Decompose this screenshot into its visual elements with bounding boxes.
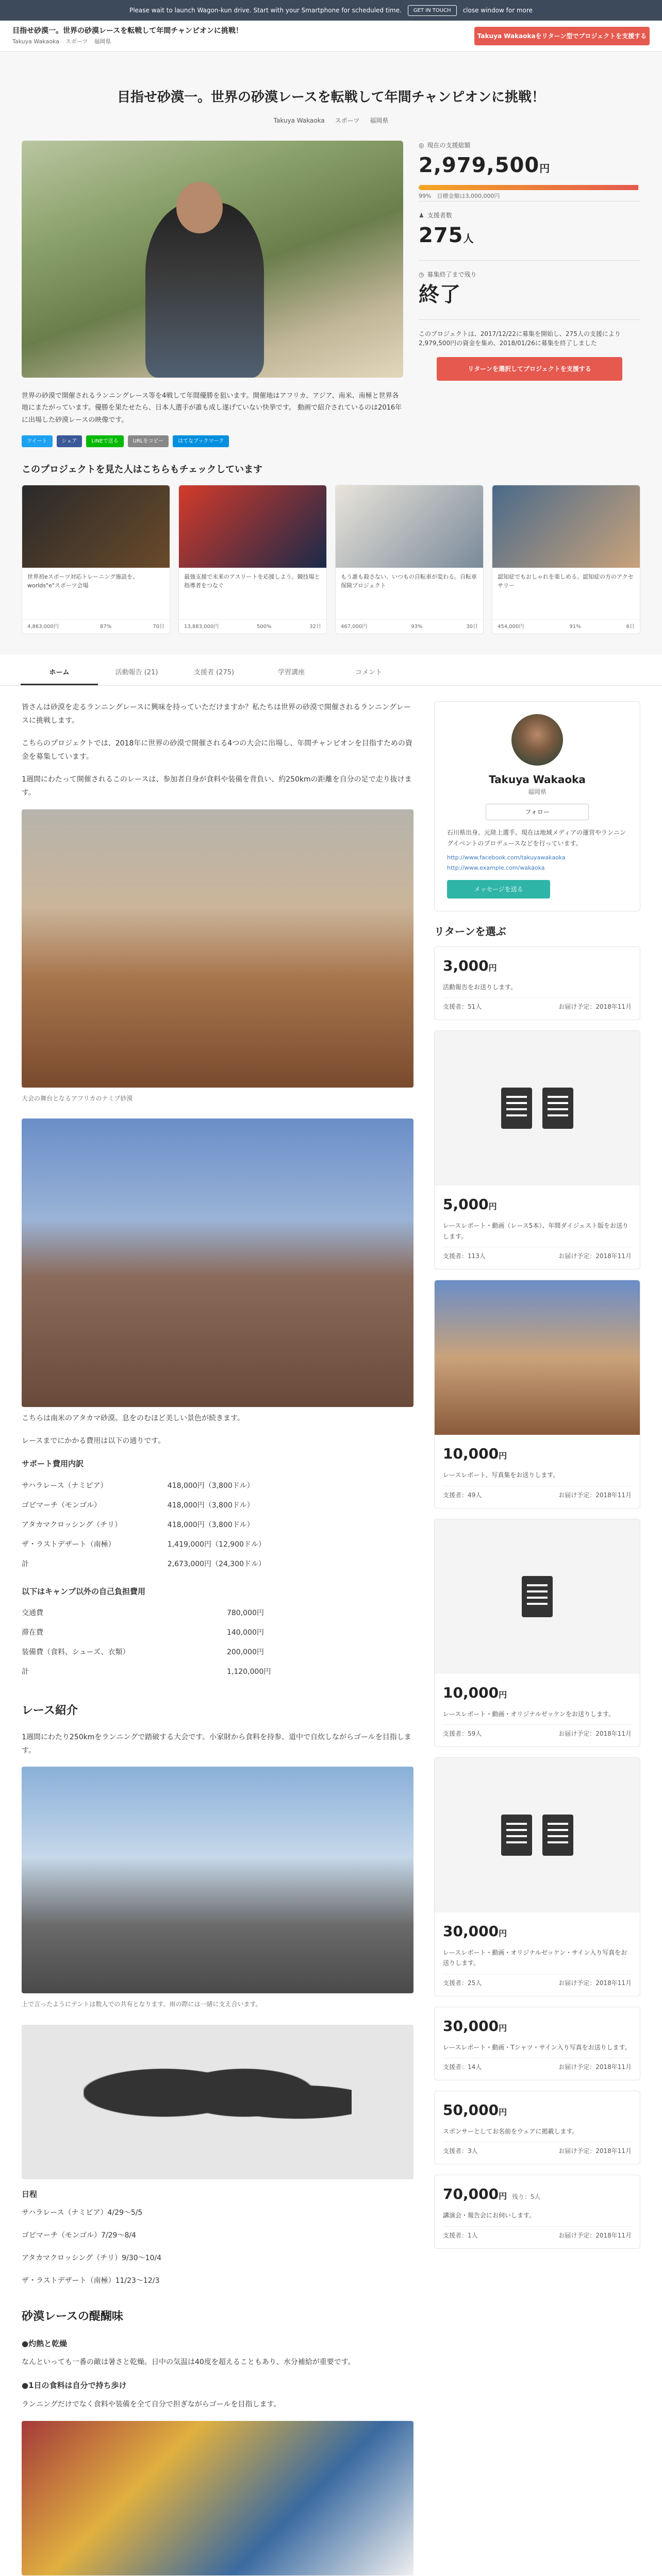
document-icon <box>542 1088 573 1129</box>
return-price: 70,000円 残り：5人 <box>443 2185 541 2203</box>
support-button[interactable]: リターンを選択してプロジェクトを支援する <box>437 357 622 381</box>
document-icon <box>501 1815 532 1856</box>
return-card[interactable]: 50,000円 スポンサーとしてお名前をウェアに掲載します。 支援者：3人 お届け予定：2018年11月 <box>434 2091 640 2164</box>
recommend-section <box>22 463 640 634</box>
cost2-table: 交通費 780,000円 滞在費 140,000円 装備費（食料、シューズ、衣類） 200,000円 計 1,120,000円 <box>22 1609 271 1676</box>
profile-link[interactable]: http://www.facebook.com/takuyawakaoka <box>447 854 566 861</box>
returns-title: リターンを選ぶ <box>434 925 506 938</box>
recommend-card[interactable]: 最強支援で未来のアスリートを応援しよう。競技場と指導者をつなぐ 13,883,000円 500% 32日 <box>178 485 327 634</box>
return-card[interactable]: 10,000円 レースレポート、写真集をお送りします。 支援者：49人 お届け予定：2018年11月 <box>434 1280 640 1508</box>
coin-icon: ◎ <box>419 142 424 149</box>
recommend-title: このプロジェクトを見た人はこちらもチェックしています <box>22 464 263 476</box>
category-link[interactable]: スポーツ <box>335 117 360 124</box>
return-card[interactable]: 10,000円 レースレポート・動画・オリジナルゼッケンをお送りします。 支援者：59人 お届け予定：2018年11月 <box>434 1519 640 1747</box>
return-price: 10,000円 <box>443 1445 507 1463</box>
atacama-image <box>22 1118 413 1407</box>
sticky-support-button[interactable]: Takuya Wakaokaをリターン型でプロジェクトを支援する <box>474 27 650 45</box>
return-card[interactable]: 30,000円 レースレポート・動画・オリジナルゼッケン・サイン入り写真をお送りします。 支援者：25人 お届け予定：2018年11月 <box>434 1757 640 1996</box>
message-button[interactable]: メッセージを送る <box>447 880 550 899</box>
notice-suffix: close window for more <box>462 7 533 14</box>
sticky-region[interactable]: 福岡県 <box>94 38 111 45</box>
paragraph: なんといっても一番の敵は暑さと乾燥。日中の気温は40度を超えることもあり、水分補給が重要です。 <box>22 2358 355 2367</box>
world-map-image <box>22 2025 413 2179</box>
backers-value: 275人 <box>419 223 474 247</box>
notice-text: Please wait to launch Wagon-kun drive. Start with your Smartphone for scheduled time. <box>129 7 402 14</box>
tab-comments[interactable]: コメント <box>355 669 382 677</box>
notice-button[interactable]: GET IN TOUCH <box>408 5 457 16</box>
hero-image[interactable] <box>22 141 403 378</box>
profile-link[interactable]: http://www.example.com/wakaoka <box>447 865 545 872</box>
profile-region: 福岡県 <box>527 788 547 796</box>
sub-heading: ●1日の食料は自分で持ち歩け <box>22 2381 127 2391</box>
paragraph: 皆さんは砂漠を走るランニングレースに興味を持っていただけますか？私たちは世界の砂漠で開催されるランニングレースに挑戦します。 <box>22 703 411 725</box>
tab-reports[interactable]: 活動報告 (21) <box>115 669 158 677</box>
hatena-button[interactable]: はてなブックマーク <box>173 435 229 447</box>
sidebar <box>434 701 640 2576</box>
sticky-header <box>0 21 662 52</box>
tweet-button[interactable]: ツイート <box>22 435 53 447</box>
person-icon: ♟ <box>419 211 424 219</box>
return-card[interactable]: 30,000円 レースレポート・動画・Tシャツ・サイン入り写真をお送りします。 支援者：14人 お届け予定：2018年11月 <box>434 2007 640 2080</box>
cost2-title: 以下はキャンプ以外の自己負担費用 <box>22 1586 146 1596</box>
region-link[interactable]: 福岡県 <box>370 117 389 124</box>
clock-icon: ◷ <box>419 270 424 278</box>
paragraph: レースまでにかかる費用は以下の通りです。 <box>22 1436 166 1445</box>
owner-link[interactable]: Takuya Wakaoka <box>273 117 325 124</box>
section-heading: レース紹介 <box>22 1704 78 1717</box>
schedule-item: サハラレース（ナミビア）4/29～5/5 <box>22 2209 143 2217</box>
caption: 大会の舞台となるアフリカのナミブ砂漠 <box>22 1094 133 1102</box>
project-title: 目指せ砂漠一。世界の砂漠レースを転戦して年間チャンピオンに挑戦！ <box>117 90 545 105</box>
profile-name[interactable]: Takuya Wakaoka <box>489 773 586 786</box>
paragraph: 1週間にわたり250kmをランニングで踏破する大会です。小家財から食料を持参、道中で自炊しながらゴールを目指します。 <box>22 1733 411 1755</box>
follow-button[interactable]: フォロー <box>486 804 589 820</box>
amount-value: 2,979,500円 <box>419 154 551 177</box>
return-card[interactable]: 3,000円 活動報告をお送りします。 支援者：51人 お届け予定：2018年11月 <box>434 946 640 1020</box>
race-runners-image <box>22 1767 413 1993</box>
profile-desc: 石川県出身。元陸上選手。現在は地域メディアの運営やランニングイベントのプロデュースなどを行っています。 <box>447 829 626 847</box>
return-remaining: 残り：5人 <box>511 2193 541 2201</box>
sticky-category[interactable]: スポーツ <box>65 38 88 45</box>
cost-title: サポート費用内訳 <box>22 1459 84 1469</box>
section-heading: 砂漠レースの醍醐味 <box>22 2310 123 2323</box>
progress-bar <box>419 185 640 190</box>
cost-table: サハラレース（ナミビア） 418,000円（3,800ドル） ゴビマーチ（モンゴル） 418,000円（3,800ドル） アタカマクロッシング（チリ） 418,000円（3,800ドル） ザ・ラストデザート（南極） 1,419,000円（12,900ドル） 計 2,673,000円（24,300ドル） <box>22 1482 266 1568</box>
end-note: このプロジェクトは、2017/12/22に募集を開始し、275人の支援により2,979,500円の資金を集め、2018/01/26に募集を終了しました <box>419 319 640 357</box>
line-button[interactable]: LINEで送る <box>86 435 123 447</box>
notice-bar <box>0 0 662 21</box>
recommend-card[interactable]: もう誰も殺さない。いつもの自転車が変わる。自転車保険プロジェクト 467,000円 93% 30日 <box>335 485 484 634</box>
schedule-title: 日程 <box>22 2189 38 2199</box>
photo-icon <box>542 1815 573 1856</box>
return-price: 30,000円 <box>443 1922 507 1940</box>
recommend-card[interactable]: 世界初eスポーツ対応トレーニング施設を。worlds"e"スポーツ会場 4,863,000円 87% 70日 <box>22 485 170 634</box>
namib-desert-image <box>22 809 413 1088</box>
project-article <box>22 701 413 2576</box>
tab-home[interactable]: ホーム <box>21 660 98 685</box>
return-price: 50,000円 <box>443 2102 507 2119</box>
return-price: 10,000円 <box>443 1684 507 1701</box>
return-price: 3,000円 <box>443 957 497 974</box>
return-card[interactable]: 70,000円 残り：5人 講演会・報告会にお伺いします。 支援者：1人 お届け予定：2018年11月 <box>434 2175 640 2248</box>
return-card[interactable]: 5,000円 レースレポート・動画（レース5本）、年間ダイジェスト版をお送りします。 支援者：113人 お届け予定：2018年11月 <box>434 1030 640 1269</box>
tab-lectures[interactable]: 学習講座 <box>277 669 305 677</box>
project-summary: 世界の砂漠で開催されるランニングレース等を4戦して年間優勝を狙います。開催地はアフリカ、アジア、南米、南極と世界各地にまたがっています。優勝を果たせたら、日本人選手が誰も成し遂げていない快挙です。 動画で紹介されているのは2016年に出場した砂漠レースの映像です。 <box>22 392 402 424</box>
hero-section <box>0 52 662 655</box>
goal-text: 99% 目標金額は3,000,000円 <box>419 193 500 199</box>
avatar[interactable] <box>511 714 563 766</box>
sticky-title: 目指せ砂漠一。世界の砂漠レースを転戦して年間チャンピオンに挑戦！ <box>12 26 243 35</box>
copy-url-button[interactable]: URLをコピー <box>128 435 169 447</box>
schedule-item: アタカマクロッシング（チリ）9/30～10/4 <box>22 2254 161 2263</box>
schedule-item: ゴビマーチ（モンゴル）7/29～8/4 <box>22 2231 136 2240</box>
paragraph: こちらのプロジェクトでは、2018年に世界の砂漠で開催される4つの大会に出場し、年間チャンピオンを目指すための資金を募集しています。 <box>22 739 412 761</box>
document-icon <box>501 1088 532 1129</box>
days-label: ◷ 募集終了まで残り <box>419 270 477 278</box>
facebook-share-button[interactable]: シェア <box>57 435 82 447</box>
bib-icon <box>522 1576 553 1617</box>
project-tabs <box>0 660 662 686</box>
food-items-image <box>22 2421 413 2575</box>
backers-label: ♟ 支援者数 <box>419 211 452 219</box>
sticky-owner[interactable]: Takuya Wakaoka <box>12 38 59 45</box>
paragraph: ランニングだけでなく食料や装備を全て自分で担ぎながらゴールを目指します。 <box>22 2400 281 2409</box>
schedule-item: ザ・ラストデザート（南極）11/23～12/3 <box>22 2277 160 2285</box>
sub-heading: ●灼熱と乾燥 <box>22 2338 68 2348</box>
amount-label: ◎ 現在の支援総額 <box>419 142 471 149</box>
profile-card <box>434 701 640 911</box>
tab-backers[interactable]: 支援者 (275) <box>193 669 235 677</box>
days-value: 終了 <box>419 282 461 307</box>
share-buttons <box>22 435 403 447</box>
photo-image <box>435 1280 640 1435</box>
return-price: 5,000円 <box>443 1196 497 1213</box>
return-price: 30,000円 <box>443 2017 507 2035</box>
paragraph: 1週間にわたって開催されるこのレースは、参加者自身が食料や装備を背負い、約250kmの距離を自分の足で走り抜けます。 <box>22 775 412 797</box>
paragraph: こちらは南米のアタカマ砂漠。息をのむほど美しい景色が続きます。 <box>22 1414 244 1422</box>
recommend-card[interactable]: 認知症でもおしゃれを楽しめる。認知症の方のアクセサリー 454,000円 91% 6日 <box>492 485 640 634</box>
caption: 上で言ったようにテントは数人での共有となります。雨の際には一緒に支え合います。 <box>22 2001 262 2008</box>
